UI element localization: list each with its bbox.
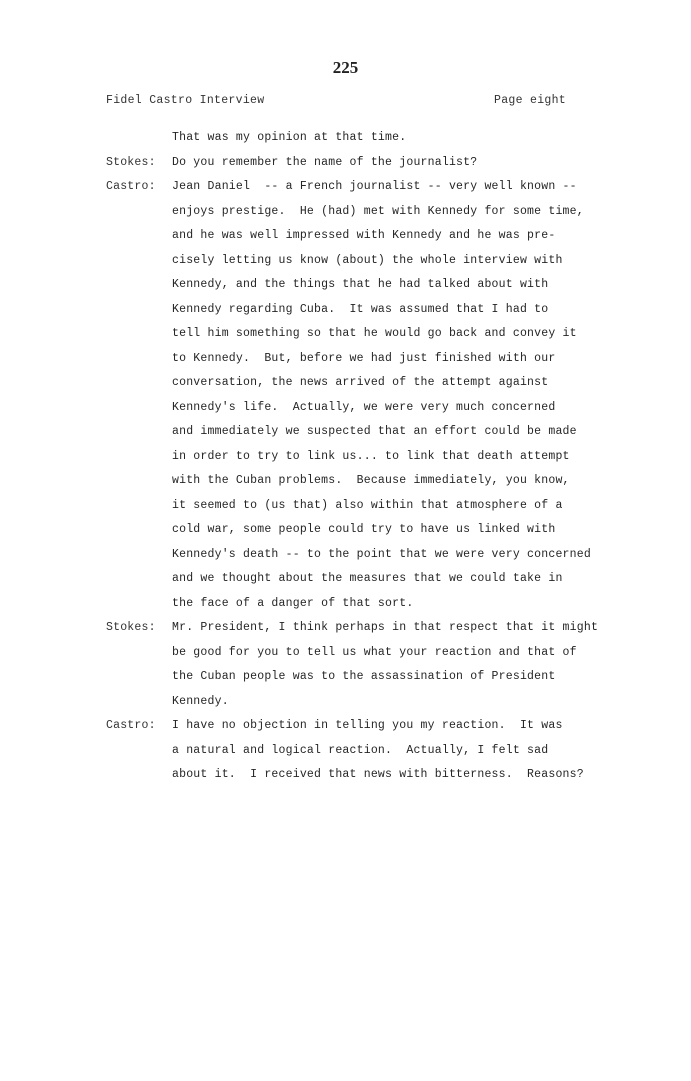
transcript-line: Kennedy regarding Cuba. It was assumed that I had to xyxy=(172,302,549,316)
speaker-label: Stokes: xyxy=(106,155,156,169)
transcript-line: enjoys prestige. He (had) met with Kennedy for some time, xyxy=(172,204,584,218)
transcript-line: cisely letting us know (about) the whole interview with xyxy=(172,253,563,267)
transcript-line: Kennedy. xyxy=(172,694,229,708)
transcript-line: tell him something so that he would go back and convey it xyxy=(172,327,577,340)
transcript-line: with the Cuban problems. Because immediately, you know, xyxy=(172,474,570,487)
transcript-line: in order to try to link us... to link that death attempt xyxy=(172,449,570,463)
transcript-line: the face of a danger of that sort. xyxy=(172,596,414,610)
transcript-line: and immediately we suspected that an effort could be made xyxy=(172,425,577,438)
transcript-line: a natural and logical reaction. Actually, I felt sad xyxy=(172,743,549,757)
speaker-label: Stokes: xyxy=(106,621,156,634)
transcript-line: I have no objection in telling you my reaction. It was xyxy=(172,719,563,732)
transcript-line: conversation, the news arrived of the attempt against xyxy=(172,376,549,389)
page-label: Page eight xyxy=(494,94,567,107)
transcript-line: Do you remember the name of the journalist? xyxy=(172,155,478,169)
transcript-line: cold war, some people could try to have us linked with xyxy=(172,523,556,536)
speaker-label: Castro: xyxy=(106,180,156,193)
transcript-line: Mr. President, I think perhaps in that respect that it might xyxy=(172,621,599,634)
transcript-line: Jean Daniel -- a French journalist -- very well known -- xyxy=(172,180,577,193)
transcript-line: Kennedy, and the things that he had talked about with xyxy=(172,278,549,291)
speaker-label: Castro: xyxy=(106,719,156,732)
transcript-line: be good for you to tell us what your reaction and that of xyxy=(172,645,577,659)
transcript-line: Kennedy's death -- to the point that we were very concerned xyxy=(172,547,591,561)
transcript-line: Kennedy's life. Actually, we were very much concerned xyxy=(172,400,556,414)
transcript-line: the Cuban people was to the assassination of President xyxy=(172,670,556,683)
transcript-line: and he was well impressed with Kennedy and he was pre- xyxy=(172,229,556,242)
page-number: 225 xyxy=(332,58,359,77)
transcript-line: and we thought about the measures that we could take in xyxy=(172,572,563,585)
transcript-line: to Kennedy. But, before we had just finished with our xyxy=(172,351,556,365)
transcript-line: about it. I received that news with bitterness. Reasons? xyxy=(172,768,584,781)
transcript-line: it seemed to (us that) also within that atmosphere of a xyxy=(172,498,563,512)
transcript-line: That was my opinion at that time. xyxy=(172,131,407,144)
document-title: Fidel Castro Interview xyxy=(106,94,265,107)
